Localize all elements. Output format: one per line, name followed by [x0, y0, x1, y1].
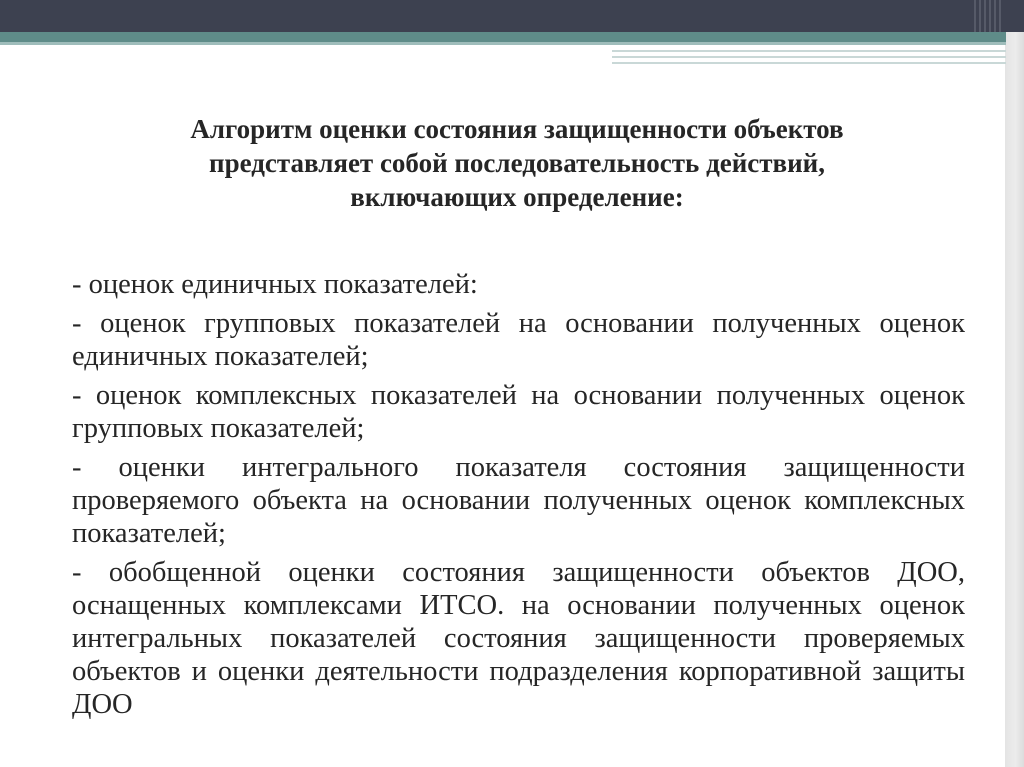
list-item: - оценки интегрального показателя состояния защищенности проверяемого объекта на основании полученных оценок комплексных показателей;: [72, 452, 965, 549]
list-item: - оценок единичных показателей:: [72, 269, 478, 300]
slide-right-frame: [1005, 0, 1024, 767]
decorative-stripe: [612, 62, 1006, 64]
title-line: представляет собой последовательность действий,: [209, 148, 825, 178]
list-item: - оценок комплексных показателей на основании полученных оценок групповых показателей;: [72, 380, 965, 444]
title-line: включающих определение:: [350, 182, 684, 212]
decorative-stripe: [612, 56, 1006, 58]
decorative-stripe: [612, 50, 1006, 52]
slide-body: [72, 268, 965, 727]
accent-bar-thin: [0, 42, 1006, 45]
title-line: Алгоритм оценки состояния защищенности объектов: [190, 114, 844, 144]
list-item: - оценок групповых показателей на основании полученных оценок единичных показателей;: [72, 308, 965, 372]
list-item: - обобщенной оценки состояния защищенности объектов ДОО, оснащенных комплексами ИТСО. на основании полученных оценок интегральных показателей состояния защищенности проверяемых объектов и оценки деятельности подразделения корпоративной защиты ДОО: [72, 557, 965, 720]
header-accent-lines: [974, 0, 1004, 32]
accent-bar: [0, 32, 1006, 42]
slide-title: [92, 112, 942, 214]
slide-header-bar: [0, 0, 1024, 32]
